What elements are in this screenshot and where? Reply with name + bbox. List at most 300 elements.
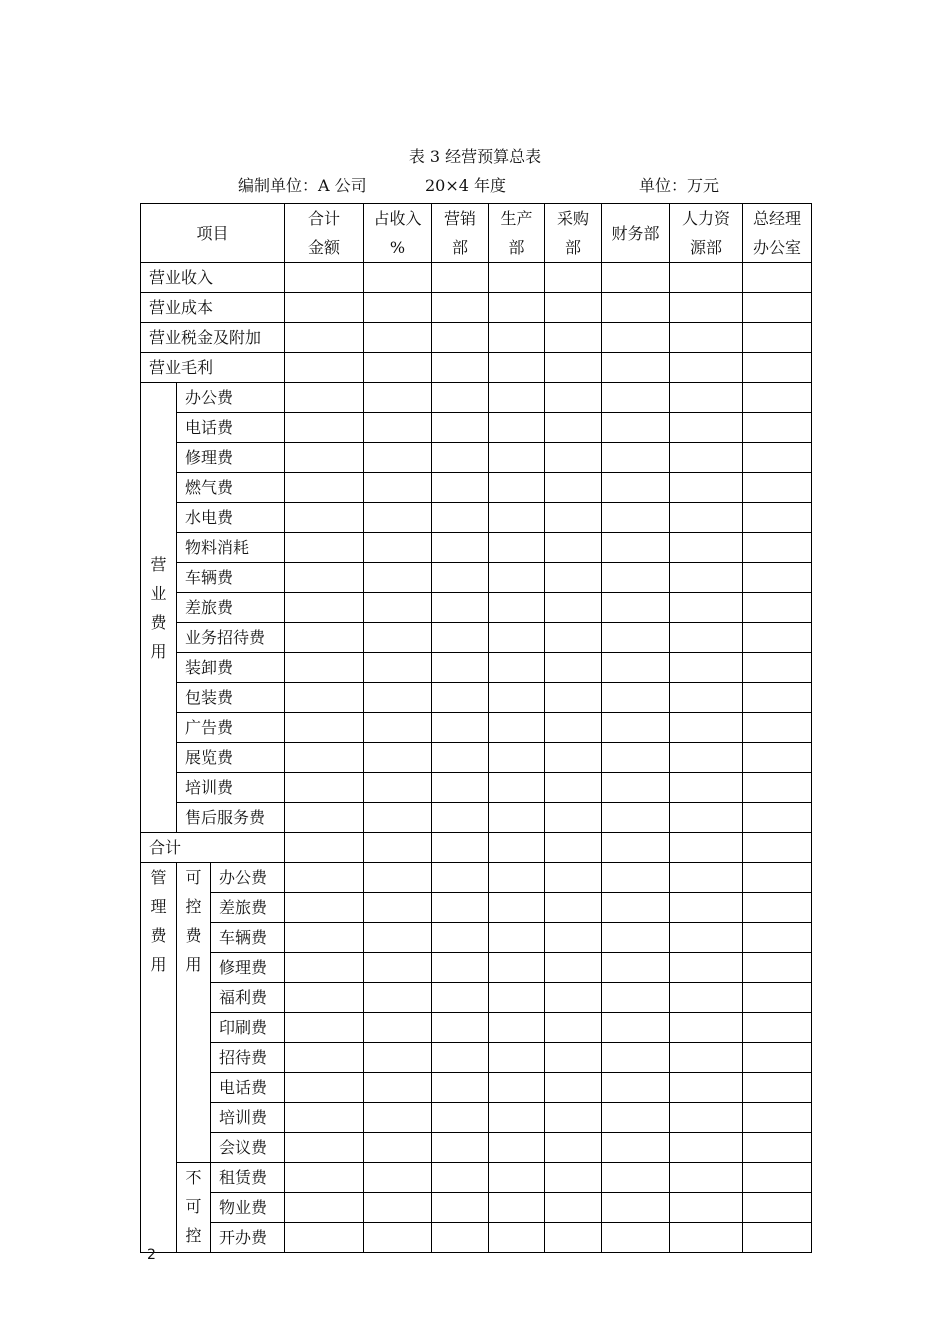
amount-cell[interactable] xyxy=(489,743,545,773)
amount-cell[interactable] xyxy=(285,773,364,803)
amount-cell[interactable] xyxy=(670,1103,743,1133)
amount-cell[interactable] xyxy=(489,773,545,803)
amount-cell[interactable] xyxy=(670,953,743,983)
amount-cell[interactable] xyxy=(489,293,545,323)
amount-cell[interactable] xyxy=(602,713,670,743)
amount-cell[interactable] xyxy=(285,413,364,443)
amount-cell[interactable] xyxy=(602,413,670,443)
amount-cell[interactable] xyxy=(602,323,670,353)
amount-cell[interactable] xyxy=(602,443,670,473)
amount-cell[interactable] xyxy=(743,1043,812,1073)
amount-cell[interactable] xyxy=(285,893,364,923)
table-row xyxy=(141,1133,812,1163)
amount-cell[interactable] xyxy=(489,473,545,503)
amount-cell[interactable] xyxy=(545,953,602,983)
amount-cell[interactable] xyxy=(364,413,432,443)
row-label: 租赁费 xyxy=(211,1163,285,1193)
amount-cell[interactable] xyxy=(432,833,489,863)
subtotal-row xyxy=(141,833,812,863)
amount-cell[interactable] xyxy=(489,1073,545,1103)
amount-cell[interactable] xyxy=(670,413,743,443)
amount-cell[interactable] xyxy=(670,1043,743,1073)
amount-cell[interactable] xyxy=(602,923,670,953)
amount-cell[interactable] xyxy=(602,773,670,803)
amount-cell[interactable] xyxy=(602,503,670,533)
amount-cell[interactable] xyxy=(432,263,489,293)
amount-cell[interactable] xyxy=(364,1043,432,1073)
amount-cell[interactable] xyxy=(602,1103,670,1133)
table-row xyxy=(141,593,812,623)
table-row xyxy=(141,413,812,443)
amount-cell[interactable] xyxy=(432,713,489,743)
amount-cell[interactable] xyxy=(432,383,489,413)
amount-cell[interactable] xyxy=(285,803,364,833)
amount-cell[interactable] xyxy=(602,563,670,593)
amount-cell[interactable] xyxy=(364,773,432,803)
amount-cell[interactable] xyxy=(743,1013,812,1043)
amount-cell[interactable] xyxy=(364,833,432,863)
table-row xyxy=(141,713,812,743)
amount-cell[interactable] xyxy=(670,533,743,563)
amount-cell[interactable] xyxy=(545,413,602,443)
amount-cell[interactable] xyxy=(743,1073,812,1103)
amount-cell[interactable] xyxy=(364,1163,432,1193)
amount-cell[interactable] xyxy=(285,1163,364,1193)
table-row xyxy=(141,773,812,803)
amount-cell[interactable] xyxy=(743,473,812,503)
amount-cell[interactable] xyxy=(743,953,812,983)
amount-cell[interactable] xyxy=(432,533,489,563)
amount-cell[interactable] xyxy=(670,983,743,1013)
amount-cell[interactable] xyxy=(489,1103,545,1133)
amount-cell[interactable] xyxy=(602,863,670,893)
table-row xyxy=(141,1073,812,1103)
amount-cell[interactable] xyxy=(602,953,670,983)
amount-cell[interactable] xyxy=(602,893,670,923)
amount-cell[interactable] xyxy=(743,653,812,683)
amount-cell[interactable] xyxy=(545,443,602,473)
amount-cell[interactable] xyxy=(285,1223,364,1253)
amount-cell[interactable] xyxy=(432,1043,489,1073)
amount-cell[interactable] xyxy=(285,503,364,533)
amount-cell[interactable] xyxy=(545,503,602,533)
amount-cell[interactable] xyxy=(602,1163,670,1193)
row-label: 广告费 xyxy=(177,713,285,743)
amount-cell[interactable] xyxy=(602,803,670,833)
amount-cell[interactable] xyxy=(670,923,743,953)
amount-cell[interactable] xyxy=(602,683,670,713)
amount-cell[interactable] xyxy=(364,953,432,983)
amount-cell[interactable] xyxy=(364,1073,432,1103)
amount-cell[interactable] xyxy=(670,833,743,863)
page-number: 2 xyxy=(147,1247,156,1263)
amount-cell[interactable] xyxy=(285,1193,364,1223)
amount-cell[interactable] xyxy=(743,893,812,923)
amount-cell[interactable] xyxy=(602,833,670,863)
amount-cell[interactable] xyxy=(285,263,364,293)
amount-cell[interactable] xyxy=(432,413,489,443)
amount-cell[interactable] xyxy=(489,383,545,413)
amount-cell[interactable] xyxy=(489,533,545,563)
amount-cell[interactable] xyxy=(743,683,812,713)
admin-expense-label-char: 费 xyxy=(150,926,167,945)
amount-cell[interactable] xyxy=(743,443,812,473)
amount-cell[interactable] xyxy=(364,263,432,293)
amount-cell[interactable] xyxy=(670,1223,743,1253)
amount-cell[interactable] xyxy=(670,1193,743,1223)
amount-cell[interactable] xyxy=(545,1013,602,1043)
amount-cell[interactable] xyxy=(545,383,602,413)
amount-cell[interactable] xyxy=(432,923,489,953)
amount-cell[interactable] xyxy=(489,1133,545,1163)
amount-cell[interactable] xyxy=(285,953,364,983)
amount-cell[interactable] xyxy=(364,503,432,533)
amount-cell[interactable] xyxy=(545,743,602,773)
amount-cell[interactable] xyxy=(545,1223,602,1253)
amount-cell[interactable] xyxy=(364,713,432,743)
amount-cell[interactable] xyxy=(489,263,545,293)
amount-cell[interactable] xyxy=(670,863,743,893)
amount-cell[interactable] xyxy=(432,1163,489,1193)
amount-cell[interactable] xyxy=(743,383,812,413)
amount-cell[interactable] xyxy=(545,893,602,923)
amount-cell[interactable] xyxy=(489,1193,545,1223)
amount-cell[interactable] xyxy=(285,713,364,743)
amount-cell[interactable] xyxy=(670,1133,743,1163)
amount-cell[interactable] xyxy=(364,383,432,413)
amount-cell[interactable] xyxy=(743,563,812,593)
amount-cell[interactable] xyxy=(602,653,670,683)
table-row xyxy=(141,983,812,1013)
amount-cell[interactable] xyxy=(743,623,812,653)
amount-cell[interactable] xyxy=(489,863,545,893)
amount-cell[interactable] xyxy=(285,1073,364,1103)
amount-cell[interactable] xyxy=(364,443,432,473)
amount-cell[interactable] xyxy=(602,1223,670,1253)
amount-cell[interactable] xyxy=(743,1223,812,1253)
amount-cell[interactable] xyxy=(489,953,545,983)
amount-cell[interactable] xyxy=(432,983,489,1013)
amount-cell[interactable] xyxy=(545,1133,602,1163)
amount-cell[interactable] xyxy=(489,353,545,383)
currency-unit: 单位：万元 xyxy=(639,176,720,195)
amount-cell[interactable] xyxy=(545,323,602,353)
amount-cell[interactable] xyxy=(364,923,432,953)
amount-cell[interactable] xyxy=(285,443,364,473)
row-label: 售后服务费 xyxy=(177,803,285,833)
amount-cell[interactable] xyxy=(602,353,670,383)
amount-cell[interactable] xyxy=(432,1193,489,1223)
amount-cell[interactable] xyxy=(432,1013,489,1043)
amount-cell[interactable] xyxy=(489,443,545,473)
amount-cell[interactable] xyxy=(285,353,364,383)
amount-cell[interactable] xyxy=(545,353,602,383)
amount-cell[interactable] xyxy=(670,1013,743,1043)
amount-cell[interactable] xyxy=(432,353,489,383)
amount-cell[interactable] xyxy=(602,1043,670,1073)
amount-cell[interactable] xyxy=(545,983,602,1013)
amount-cell[interactable] xyxy=(670,503,743,533)
amount-cell[interactable] xyxy=(743,803,812,833)
amount-cell[interactable] xyxy=(602,473,670,503)
amount-cell[interactable] xyxy=(670,383,743,413)
amount-cell[interactable] xyxy=(545,263,602,293)
amount-cell[interactable] xyxy=(670,803,743,833)
amount-cell[interactable] xyxy=(602,1013,670,1043)
amount-cell[interactable] xyxy=(670,323,743,353)
amount-cell[interactable] xyxy=(285,293,364,323)
amount-cell[interactable] xyxy=(432,473,489,503)
amount-cell[interactable] xyxy=(489,713,545,743)
amount-cell[interactable] xyxy=(432,503,489,533)
amount-cell[interactable] xyxy=(432,1223,489,1253)
amount-cell[interactable] xyxy=(743,413,812,443)
amount-cell[interactable] xyxy=(545,1103,602,1133)
amount-cell[interactable] xyxy=(364,533,432,563)
amount-cell[interactable] xyxy=(285,863,364,893)
amount-cell[interactable] xyxy=(545,863,602,893)
amount-cell[interactable] xyxy=(432,1133,489,1163)
amount-cell[interactable] xyxy=(545,923,602,953)
amount-cell[interactable] xyxy=(489,983,545,1013)
amount-cell[interactable] xyxy=(743,533,812,563)
amount-cell[interactable] xyxy=(489,833,545,863)
amount-cell[interactable] xyxy=(285,1133,364,1163)
amount-cell[interactable] xyxy=(545,713,602,743)
amount-cell[interactable] xyxy=(489,593,545,623)
amount-cell[interactable] xyxy=(545,473,602,503)
amount-cell[interactable] xyxy=(489,623,545,653)
amount-cell[interactable] xyxy=(743,863,812,893)
amount-cell[interactable] xyxy=(364,683,432,713)
amount-cell[interactable] xyxy=(545,1043,602,1073)
amount-cell[interactable] xyxy=(670,263,743,293)
amount-cell[interactable] xyxy=(364,983,432,1013)
amount-cell[interactable] xyxy=(364,473,432,503)
amount-cell[interactable] xyxy=(602,1133,670,1163)
amount-cell[interactable] xyxy=(670,563,743,593)
amount-cell[interactable] xyxy=(364,593,432,623)
amount-cell[interactable] xyxy=(602,593,670,623)
amount-cell[interactable] xyxy=(364,623,432,653)
amount-cell[interactable] xyxy=(670,353,743,383)
amount-cell[interactable] xyxy=(743,1193,812,1223)
amount-cell[interactable] xyxy=(285,323,364,353)
controllable-label-char: 控 xyxy=(185,897,202,916)
amount-cell[interactable] xyxy=(743,1133,812,1163)
header-production-line1: 生产 xyxy=(500,209,533,228)
amount-cell[interactable] xyxy=(670,443,743,473)
amount-cell[interactable] xyxy=(489,803,545,833)
amount-cell[interactable] xyxy=(545,293,602,323)
amount-cell[interactable] xyxy=(364,653,432,683)
row-label: 物业费 xyxy=(211,1193,285,1223)
amount-cell[interactable] xyxy=(743,743,812,773)
table-row xyxy=(141,503,812,533)
header-hr-line1: 人力资 xyxy=(682,209,731,228)
amount-cell[interactable] xyxy=(285,1043,364,1073)
amount-cell[interactable] xyxy=(670,743,743,773)
header-production xyxy=(489,204,545,263)
amount-cell[interactable] xyxy=(670,1163,743,1193)
row-label: 修理费 xyxy=(211,953,285,983)
amount-cell[interactable] xyxy=(670,683,743,713)
amount-cell[interactable] xyxy=(432,743,489,773)
amount-cell[interactable] xyxy=(285,743,364,773)
amount-cell[interactable] xyxy=(743,1103,812,1133)
amount-cell[interactable] xyxy=(285,923,364,953)
header-sales-line1: 营销 xyxy=(444,209,477,228)
amount-cell[interactable] xyxy=(364,563,432,593)
amount-cell[interactable] xyxy=(489,503,545,533)
row-label: 办公费 xyxy=(211,863,285,893)
amount-cell[interactable] xyxy=(432,863,489,893)
amount-cell[interactable] xyxy=(364,1223,432,1253)
amount-cell[interactable] xyxy=(285,623,364,653)
amount-cell[interactable] xyxy=(489,1043,545,1073)
amount-cell[interactable] xyxy=(743,353,812,383)
amount-cell[interactable] xyxy=(432,623,489,653)
amount-cell[interactable] xyxy=(364,1193,432,1223)
amount-cell[interactable] xyxy=(489,653,545,683)
amount-cell[interactable] xyxy=(670,773,743,803)
amount-cell[interactable] xyxy=(364,1103,432,1133)
amount-cell[interactable] xyxy=(432,773,489,803)
table-row xyxy=(141,683,812,713)
row-label: 印刷费 xyxy=(211,1013,285,1043)
header-row xyxy=(141,204,812,263)
amount-cell[interactable] xyxy=(489,563,545,593)
amount-cell[interactable] xyxy=(670,893,743,923)
amount-cell[interactable] xyxy=(545,683,602,713)
amount-cell[interactable] xyxy=(285,653,364,683)
header-purchasing-line1: 采购 xyxy=(557,209,590,228)
amount-cell[interactable] xyxy=(285,983,364,1013)
amount-cell[interactable] xyxy=(670,1073,743,1103)
amount-cell[interactable] xyxy=(602,383,670,413)
amount-cell[interactable] xyxy=(364,323,432,353)
row-label: 培训费 xyxy=(177,773,285,803)
amount-cell[interactable] xyxy=(364,353,432,383)
amount-cell[interactable] xyxy=(364,803,432,833)
amount-cell[interactable] xyxy=(670,593,743,623)
amount-cell[interactable] xyxy=(285,473,364,503)
amount-cell[interactable] xyxy=(743,983,812,1013)
amount-cell[interactable] xyxy=(545,563,602,593)
amount-cell[interactable] xyxy=(602,263,670,293)
amount-cell[interactable] xyxy=(545,1193,602,1223)
amount-cell[interactable] xyxy=(364,893,432,923)
row-label: 差旅费 xyxy=(211,893,285,923)
amount-cell[interactable] xyxy=(432,293,489,323)
amount-cell[interactable] xyxy=(602,743,670,773)
amount-cell[interactable] xyxy=(670,653,743,683)
amount-cell[interactable] xyxy=(743,293,812,323)
amount-cell[interactable] xyxy=(432,323,489,353)
amount-cell[interactable] xyxy=(670,623,743,653)
amount-cell[interactable] xyxy=(489,923,545,953)
amount-cell[interactable] xyxy=(545,533,602,563)
amount-cell[interactable] xyxy=(489,1223,545,1253)
amount-cell[interactable] xyxy=(602,623,670,653)
operating-budget-table xyxy=(140,203,812,1253)
amount-cell[interactable] xyxy=(545,803,602,833)
amount-cell[interactable] xyxy=(364,863,432,893)
amount-cell[interactable] xyxy=(545,593,602,623)
amount-cell[interactable] xyxy=(743,263,812,293)
amount-cell[interactable] xyxy=(545,773,602,803)
amount-cell[interactable] xyxy=(285,1013,364,1043)
amount-cell[interactable] xyxy=(364,293,432,323)
amount-cell[interactable] xyxy=(432,653,489,683)
amount-cell[interactable] xyxy=(670,473,743,503)
amount-cell[interactable] xyxy=(285,593,364,623)
amount-cell[interactable] xyxy=(285,1103,364,1133)
amount-cell[interactable] xyxy=(545,1073,602,1103)
amount-cell[interactable] xyxy=(489,1163,545,1193)
amount-cell[interactable] xyxy=(432,893,489,923)
amount-cell[interactable] xyxy=(285,383,364,413)
amount-cell[interactable] xyxy=(743,923,812,953)
admin-expense-label-char: 用 xyxy=(150,955,167,974)
table-row xyxy=(141,323,812,353)
amount-cell[interactable] xyxy=(743,323,812,353)
amount-cell[interactable] xyxy=(432,953,489,983)
amount-cell[interactable] xyxy=(432,1073,489,1103)
amount-cell[interactable] xyxy=(432,1103,489,1133)
amount-cell[interactable] xyxy=(285,533,364,563)
amount-cell[interactable] xyxy=(545,833,602,863)
amount-cell[interactable] xyxy=(364,743,432,773)
amount-cell[interactable] xyxy=(545,1163,602,1193)
amount-cell[interactable] xyxy=(432,803,489,833)
amount-cell[interactable] xyxy=(743,773,812,803)
amount-cell[interactable] xyxy=(545,623,602,653)
amount-cell[interactable] xyxy=(743,593,812,623)
amount-cell[interactable] xyxy=(285,683,364,713)
header-total-line2: 金额 xyxy=(308,238,341,257)
amount-cell[interactable] xyxy=(285,833,364,863)
amount-cell[interactable] xyxy=(602,1193,670,1223)
amount-cell[interactable] xyxy=(602,533,670,563)
amount-cell[interactable] xyxy=(489,413,545,443)
amount-cell[interactable] xyxy=(743,713,812,743)
amount-cell[interactable] xyxy=(743,1163,812,1193)
amount-cell[interactable] xyxy=(602,293,670,323)
amount-cell[interactable] xyxy=(602,1073,670,1103)
amount-cell[interactable] xyxy=(432,563,489,593)
amount-cell[interactable] xyxy=(432,683,489,713)
selling-expense-label-char: 营 xyxy=(150,554,167,574)
amount-cell[interactable] xyxy=(489,323,545,353)
amount-cell[interactable] xyxy=(432,593,489,623)
amount-cell[interactable] xyxy=(489,1013,545,1043)
amount-cell[interactable] xyxy=(364,1013,432,1043)
amount-cell[interactable] xyxy=(545,653,602,683)
amount-cell[interactable] xyxy=(602,983,670,1013)
amount-cell[interactable] xyxy=(670,713,743,743)
amount-cell[interactable] xyxy=(489,683,545,713)
amount-cell[interactable] xyxy=(364,1133,432,1163)
amount-cell[interactable] xyxy=(285,563,364,593)
amount-cell[interactable] xyxy=(743,503,812,533)
amount-cell[interactable] xyxy=(743,833,812,863)
row-label: 营业毛利 xyxy=(141,353,285,383)
amount-cell[interactable] xyxy=(670,293,743,323)
amount-cell[interactable] xyxy=(432,443,489,473)
controllable-label-char: 费 xyxy=(185,926,202,945)
amount-cell[interactable] xyxy=(489,893,545,923)
